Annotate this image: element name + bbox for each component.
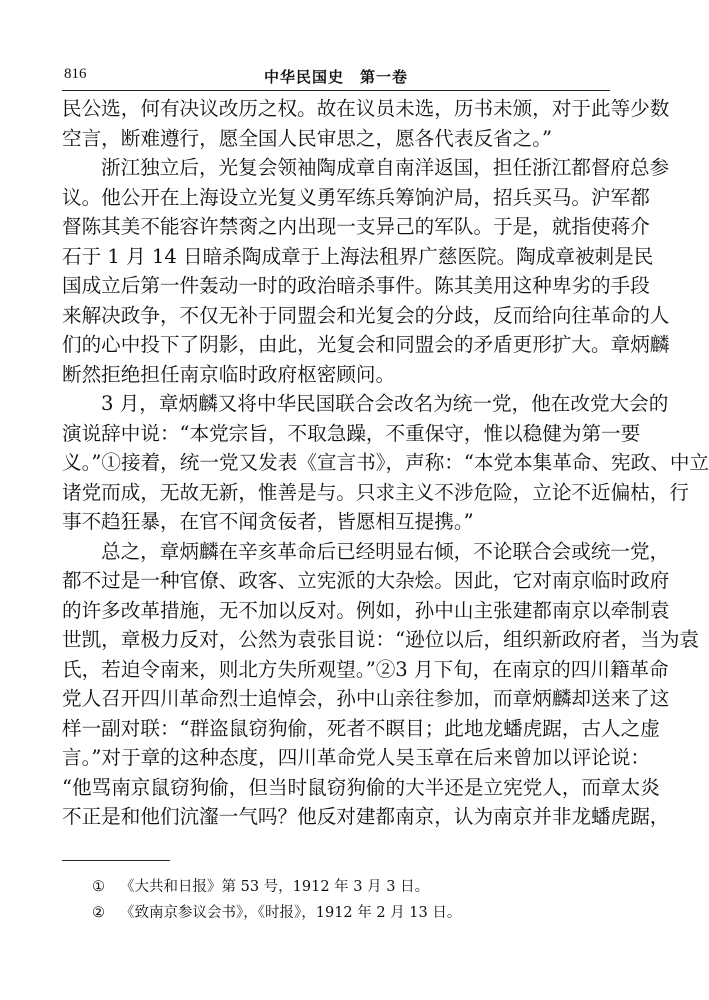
text-line: 样一副对联：“群盗鼠窃狗偷，死者不瞑目；此地龙蟠虎踞，古人之虚 xyxy=(62,716,660,740)
text-line: 断然拒绝担任南京临时政府枢密顾问。 xyxy=(62,362,396,386)
text-line: 都不过是一种官僚、政客、立宪派的大杂烩。因此，它对南京临时政府 xyxy=(62,569,670,592)
footnote-1 xyxy=(92,874,592,900)
text-line: “他骂南京鼠窃狗偷，但当时鼠窃狗偷的大半还是立宪党人，而章太炎 xyxy=(62,775,660,799)
text-line: 事不趋狂暴，在官不闻贪佞者，皆愿相互提携。” xyxy=(62,510,474,533)
text-line: 国成立后第一件轰动一时的政治暗杀事件。陈其美用这种卑劣的手段 xyxy=(62,274,650,297)
text-line: 议。他公开在上海设立光复义勇军练兵筹饷沪局，招兵买马。沪军都 xyxy=(62,185,650,209)
body-text xyxy=(62,94,709,832)
text-line: 党人召开四川革命烈士追悼会，孙中山亲往参加，而章炳麟却送来了这 xyxy=(62,687,670,710)
text-line: 浙江独立后，光复会领袖陶成章自南洋返国，担任浙江都督府总参 xyxy=(101,156,670,179)
text-line: 3 月，章炳麟又将中华民国联合会改名为统一党，他在改党大会的 xyxy=(101,392,669,415)
text-line: 演说辞中说：“本党宗旨，不取急躁，不重保守，惟以稳健为第一要 xyxy=(62,421,641,445)
footnote-text: 《致南京参议会书》，《时报》，1912 年 2 月 13 日。 xyxy=(120,905,462,921)
text-line: 总之，章炳麟在辛亥革命后已经明显右倾，不论联合会或统一党， xyxy=(101,539,670,563)
text-line: 诸党而成，无故无新，惟善是与。只求主义不涉危险，立论不近偏枯，行 xyxy=(62,480,689,504)
footnotes xyxy=(92,874,592,926)
text-line: 言。”对于章的这种态度，四川革命党人吴玉章在后来曾加以评论说： xyxy=(62,746,651,769)
text-line: 空言，断难遵行，愿全国人民审思之，愿各代表反省之。” xyxy=(62,126,553,150)
text-line: 们的心中投下了阴影，由此，光复会和同盟会的矛盾更形扩大。章炳麟 xyxy=(62,333,670,356)
text-line: 来解决政争，不仅无补于同盟会和光复会的分歧，反而给向往革命的人 xyxy=(62,303,670,327)
text-line: 的许多改革措施，无不加以反对。例如，孙中山主张建都南京以牵制袁 xyxy=(62,598,670,622)
text-line: 不正是和他们沆瀣一气吗？他反对建都南京，认为南京并非龙蟠虎踞， xyxy=(62,805,670,828)
page-header xyxy=(62,62,610,91)
text-line: 石于 1 月 14 日暗杀陶成章于上海法租界广慈医院。陶成章被刺是民 xyxy=(62,244,654,268)
footnote-divider xyxy=(62,860,170,861)
text-line: 督陈其美不能容许禁脔之内出现一支异己的军队。于是，就指使蒋介 xyxy=(62,215,650,238)
footnote-2 xyxy=(92,900,592,926)
text-line: 世凯，章极力反对，公然为袁张目说：“逊位以后，组织新政府者，当为袁 xyxy=(62,628,700,651)
footnote-marker: ② xyxy=(92,905,105,921)
running-title: 中华民国史 第一卷 xyxy=(263,68,408,86)
footnote-marker: ① xyxy=(92,879,105,895)
text-line: 氏，若迫令南来，则北方失所观望。”②3 月下旬，在南京的四川籍革命 xyxy=(62,657,669,681)
page-number: 816 xyxy=(64,66,87,82)
footnote-text: 《大共和日报》第 53 号，1912 年 3 月 3 日。 xyxy=(120,879,430,895)
text-line: 民公选，何有决议改历之权。故在议员未选，历书未颁，对于此等少数 xyxy=(62,97,670,120)
text-line: 义。”①接着，统一党又发表《宣言书》，声称：“本党本集革命、宪政、中立 xyxy=(62,451,709,474)
